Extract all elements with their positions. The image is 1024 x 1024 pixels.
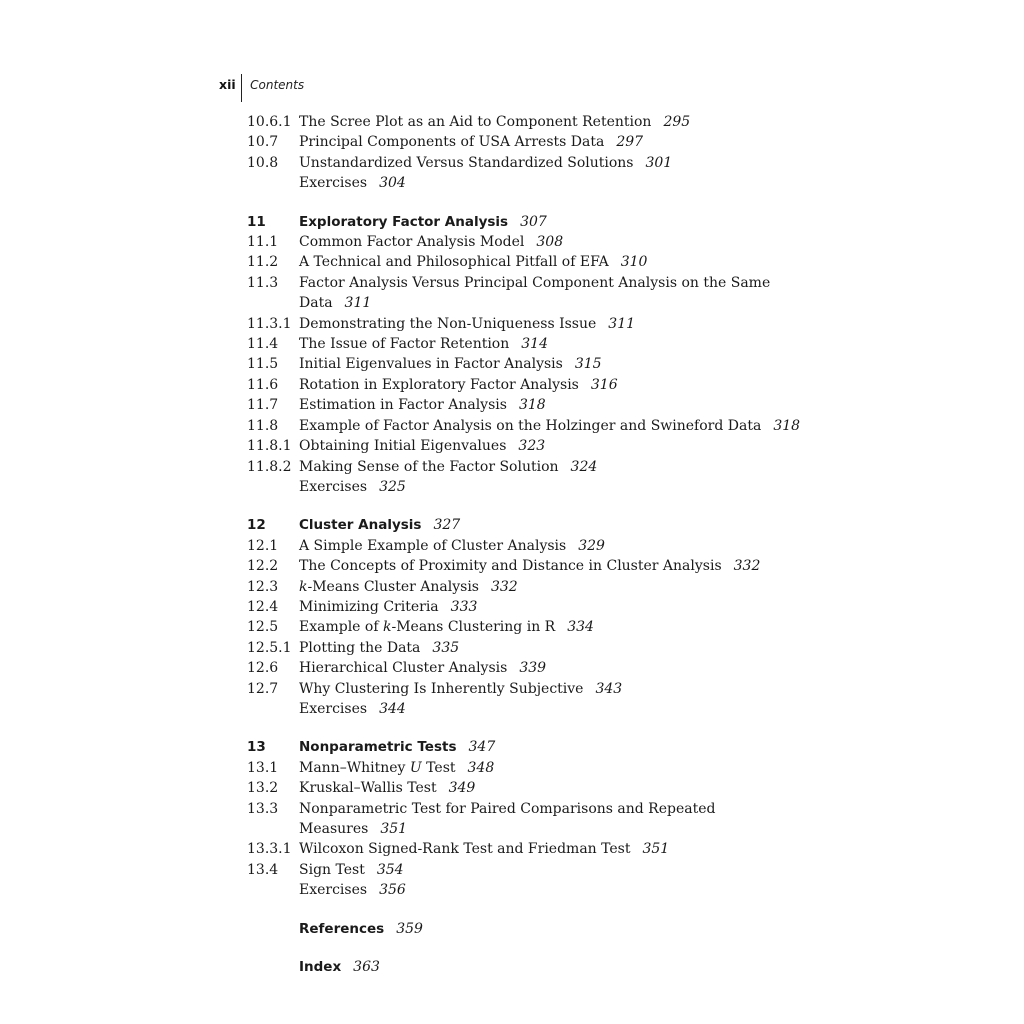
toc-entry-title: Making Sense of the Factor Solution xyxy=(299,458,559,475)
toc-entry-exercises[interactable] xyxy=(247,173,807,193)
toc-entry-continuation[interactable] xyxy=(247,293,807,313)
toc-entry-page: 311 xyxy=(608,315,636,332)
toc-entry-page: 325 xyxy=(379,478,406,495)
toc-entry-page: 308 xyxy=(536,234,564,251)
toc-entry-title: Exercises xyxy=(299,700,368,717)
toc-entry[interactable]: 12.4 Minimizing Criteria 333 xyxy=(247,598,478,615)
toc-chapter-heading[interactable]: 13 Nonparametric Tests 347 xyxy=(247,739,496,756)
toc-entry-page: 363 xyxy=(353,959,380,976)
toc-entry[interactable]: 11.8.2 Making Sense of the Factor Solution 324 xyxy=(247,458,598,475)
toc-entry-title: Measures xyxy=(299,821,369,837)
toc-entry[interactable]: 12.6 Hierarchical Cluster Analysis 339 xyxy=(247,660,547,677)
toc-entry-title: Initial Eigenvalues in Factor Analysis xyxy=(299,356,563,373)
toc-entry-page: 310 xyxy=(620,254,648,271)
toc-entry[interactable]: 12.2 The Concepts of Proximity and Distance in Cluster Analysis 332 xyxy=(247,558,761,575)
toc-entry-title: Wilcoxon Signed-Rank Test and Friedman Test xyxy=(299,841,631,858)
toc-entry-title: Rotation in Exploratory Factor Analysis xyxy=(299,376,579,393)
toc-entry-page: 334 xyxy=(567,619,594,636)
toc-entry-title: Sign Test xyxy=(299,861,365,878)
toc-entry-continuation[interactable] xyxy=(247,819,807,839)
toc-entry[interactable]: 13.3.1 Wilcoxon Signed-Rank Test and Friedman Test 351 xyxy=(247,841,670,858)
toc-entry-page: 343 xyxy=(595,680,623,697)
toc-entry-exercises[interactable] xyxy=(247,699,807,719)
toc-entry-page: 354 xyxy=(376,861,404,878)
toc-entry-page: 332 xyxy=(733,558,761,575)
toc-entry-page: 316 xyxy=(590,376,618,393)
toc-entry[interactable]: 12.3 k-Means Cluster Analysis 332 xyxy=(247,578,518,595)
toc-entry[interactable]: 11.4 The Issue of Factor Retention 314 xyxy=(247,336,548,353)
toc-entry[interactable]: 11.3.1 Demonstrating the Non-Uniqueness Issue 311 xyxy=(247,315,636,332)
toc-entry[interactable]: 10.8 Unstandardized Versus Standardized Solutions 301 xyxy=(247,154,673,171)
toc-entry-page: 297 xyxy=(616,134,644,151)
toc-entry[interactable]: 12.7 Why Clustering Is Inherently Subjective 343 xyxy=(247,680,623,697)
toc-entry-title: k-Means Cluster Analysis xyxy=(299,578,479,595)
toc-entry-page: 301 xyxy=(645,154,673,171)
toc-entry-page: 318 xyxy=(773,417,801,434)
toc-entry[interactable]: 11.8 Example of Factor Analysis on the Holzinger and Swineford Data 318 xyxy=(247,417,801,434)
toc-entry-page: 324 xyxy=(570,458,598,475)
toc-entry[interactable]: 13.1 Mann–Whitney U Test 348 xyxy=(247,759,495,776)
toc-entry-page: 356 xyxy=(379,882,406,899)
toc-entry-title: A Technical and Philosophical Pitfall of EFA xyxy=(299,254,609,271)
toc-entry[interactable]: 13.2 Kruskal–Wallis Test 349 xyxy=(247,780,476,797)
toc-entry-title: Unstandardized Versus Standardized Solutions xyxy=(299,154,634,171)
toc-entry-title: Factor Analysis Versus Principal Component Analysis on the Same xyxy=(299,274,771,291)
toc-entry-title: Exercises xyxy=(299,478,368,495)
toc-entry-page: 344 xyxy=(379,700,406,717)
header-divider xyxy=(241,74,243,102)
toc-entry-page: 351 xyxy=(380,821,408,837)
toc-entry-page: 347 xyxy=(468,739,496,756)
toc-entry-exercises[interactable] xyxy=(247,477,807,497)
toc-entry-title: Exercises xyxy=(299,882,368,899)
toc-entry-title: The Scree Plot as an Aid to Component Retention xyxy=(299,114,652,130)
toc-entry[interactable]: 12.5 Example of k-Means Clustering in R 334 xyxy=(247,619,594,636)
toc-entry-title: Exercises xyxy=(299,175,368,192)
chapter-title: Nonparametric Tests xyxy=(299,739,457,756)
toc-entry-page: 318 xyxy=(518,397,546,414)
toc-entry-title: Minimizing Criteria xyxy=(299,598,439,615)
toc-entry[interactable]: 10.6.1 The Scree Plot as an Aid to Component Retention 295 xyxy=(247,114,691,130)
toc-entry-page: 327 xyxy=(433,517,461,534)
toc-entry[interactable]: 11.2 A Technical and Philosophical Pitfall of EFA 310 xyxy=(247,254,648,271)
toc-entry-title: Nonparametric Test for Paired Comparisons and Repeated xyxy=(299,800,716,817)
toc-entry-title: Principal Components of USA Arrests Data xyxy=(299,134,605,151)
toc-entry-page: 339 xyxy=(519,660,547,677)
toc-entry-title: The Issue of Factor Retention xyxy=(299,336,510,353)
toc-index[interactable] xyxy=(247,957,807,977)
toc-entry-title: Common Factor Analysis Model xyxy=(299,234,525,251)
toc-chapter-heading[interactable]: 11 Exploratory Factor Analysis 307 xyxy=(247,213,547,230)
toc-entry[interactable]: 11.3 Factor Analysis Versus Principal Component Analysis on the Same xyxy=(247,274,771,291)
toc-entry-title: Obtaining Initial Eigenvalues xyxy=(299,438,507,455)
toc-entry[interactable]: 13.4 Sign Test 354 xyxy=(247,861,404,878)
toc-entry-title: Kruskal–Wallis Test xyxy=(299,780,437,797)
toc-entry-title: Data xyxy=(299,295,333,312)
toc-entry-page: 304 xyxy=(379,175,406,192)
toc-entry-page: 335 xyxy=(432,639,460,656)
toc-entry-page: 323 xyxy=(518,438,546,455)
toc-entry-page: 359 xyxy=(396,920,423,937)
toc-entry[interactable]: 12.1 A Simple Example of Cluster Analysis 329 xyxy=(247,537,605,554)
toc-entry-page: 332 xyxy=(490,578,518,595)
toc-entry[interactable]: 11.5 Initial Eigenvalues in Factor Analysis 315 xyxy=(247,356,602,373)
toc-entry-title: The Concepts of Proximity and Distance in Cluster Analysis xyxy=(299,558,722,575)
toc-entry-title: Demonstrating the Non-Uniqueness Issue xyxy=(299,315,597,332)
toc-entry-title: Estimation in Factor Analysis xyxy=(299,397,507,414)
toc-entry-title: Example of k-Means Clustering in R xyxy=(299,619,556,636)
page-number: xii xyxy=(219,77,236,92)
chapter-title: Cluster Analysis xyxy=(299,517,422,534)
toc-entry-page: 329 xyxy=(578,537,605,554)
toc-entry-title: Example of Factor Analysis on the Holzinger and Swineford Data xyxy=(299,417,762,434)
toc-entry-title: Plotting the Data xyxy=(299,639,421,656)
toc-entry[interactable]: 13.3 Nonparametric Test for Paired Comparisons and Repeated xyxy=(247,800,716,817)
toc-entry-page: 315 xyxy=(574,356,602,373)
index-title: Index xyxy=(299,959,342,976)
table-of-contents xyxy=(247,112,807,977)
toc-chapter-heading[interactable]: 12 Cluster Analysis 327 xyxy=(247,517,461,534)
toc-references[interactable] xyxy=(247,919,807,939)
toc-entry[interactable]: 11.6 Rotation in Exploratory Factor Analysis 316 xyxy=(247,376,618,393)
references-title: References xyxy=(299,920,385,937)
toc-entry[interactable]: 11.7 Estimation in Factor Analysis 318 xyxy=(247,397,546,414)
toc-entry-title: Why Clustering Is Inherently Subjective xyxy=(299,680,584,697)
toc-entry-page: 307 xyxy=(520,213,547,230)
toc-entry[interactable]: 11.8.1 Obtaining Initial Eigenvalues 323 xyxy=(247,438,546,455)
running-title: Contents xyxy=(250,78,305,92)
toc-entry[interactable]: 10.7 Principal Components of USA Arrests Data 297 xyxy=(247,134,644,151)
chapter-title: Exploratory Factor Analysis xyxy=(299,213,509,230)
toc-entry-page: 295 xyxy=(663,114,691,130)
toc-entry-page: 351 xyxy=(642,841,670,858)
toc-entry-page: 348 xyxy=(467,759,495,776)
toc-entry-page: 314 xyxy=(521,336,548,353)
toc-entry[interactable]: 12.5.1 Plotting the Data 335 xyxy=(247,639,460,656)
toc-entry-page: 311 xyxy=(344,295,372,312)
toc-entry[interactable]: 11.1 Common Factor Analysis Model 308 xyxy=(247,234,564,251)
toc-entry-title: Hierarchical Cluster Analysis xyxy=(299,660,508,677)
toc-entry-title: Mann–Whitney U Test xyxy=(299,759,456,776)
toc-entry-title: A Simple Example of Cluster Analysis xyxy=(299,537,567,554)
toc-entry-page: 349 xyxy=(448,780,476,797)
running-head xyxy=(219,74,304,102)
toc-entry-exercises[interactable] xyxy=(247,880,807,900)
toc-entry-page: 333 xyxy=(450,598,478,615)
